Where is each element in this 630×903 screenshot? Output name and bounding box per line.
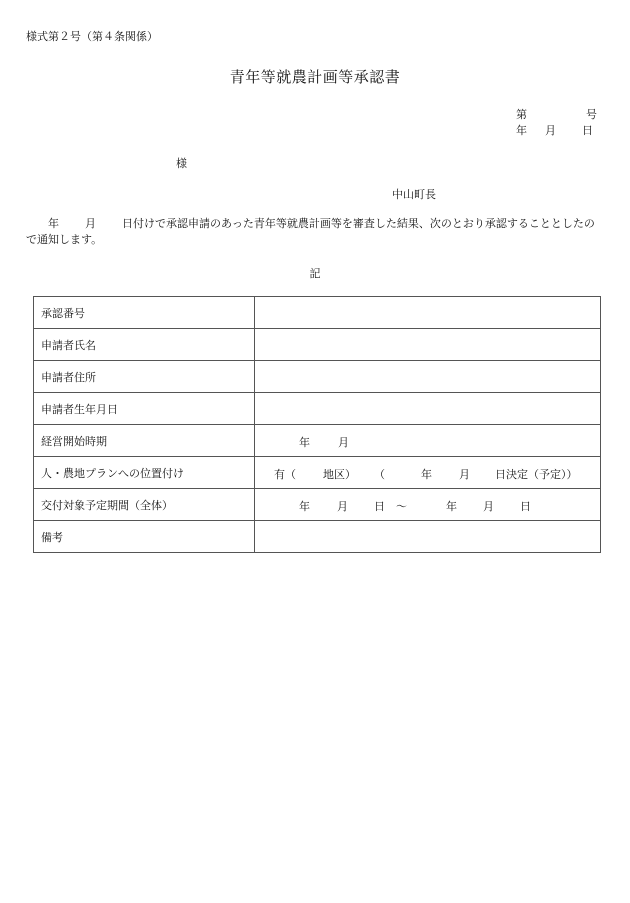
plan-positioning-suffix: 日決定（予定）） bbox=[495, 468, 578, 481]
grant-period-end-month: 月 bbox=[483, 500, 494, 513]
plan-positioning-year: 年 bbox=[421, 468, 432, 481]
document-date-day: 日 bbox=[582, 124, 593, 137]
row-value-applicant-address bbox=[255, 361, 601, 393]
row-label-plan-positioning: 人・農地プランへの位置付け bbox=[34, 457, 255, 489]
table-row bbox=[34, 489, 601, 521]
row-label-applicant-name: 申請者氏名 bbox=[34, 329, 255, 361]
row-value-grant-period bbox=[255, 489, 601, 521]
table-row bbox=[34, 361, 601, 393]
body-month: 月 bbox=[85, 217, 96, 230]
grant-period-start-year: 年 bbox=[299, 500, 310, 513]
table-row bbox=[34, 329, 601, 361]
table-row bbox=[34, 393, 601, 425]
plan-positioning-month: 月 bbox=[459, 468, 470, 481]
form-code: 様式第２号（第４条関係） bbox=[26, 30, 158, 43]
row-label-approval-number: 承認番号 bbox=[34, 297, 255, 329]
body-sentence: 日付けで承認申請のあった青年等就農計画等を審査した結果、次のとおり承認することとしたので通知します。 bbox=[26, 217, 595, 246]
document-date-month: 月 bbox=[545, 124, 556, 137]
row-label-grant-period: 交付対象予定期間（全体） bbox=[34, 489, 255, 521]
document-title: 青年等就農計画等承認書 bbox=[229, 68, 401, 86]
row-value-remarks bbox=[255, 521, 601, 553]
grant-period-end-year: 年 bbox=[446, 500, 457, 513]
table-row bbox=[34, 425, 601, 457]
grant-period-tilde: ～ bbox=[396, 500, 407, 513]
row-label-applicant-address: 申請者住所 bbox=[34, 361, 255, 393]
grant-period-start-month: 月 bbox=[337, 500, 348, 513]
body-year: 年 bbox=[48, 217, 59, 230]
row-label-management-start: 経営開始時期 bbox=[34, 425, 255, 457]
table-row bbox=[34, 297, 601, 329]
grant-period-end-day: 日 bbox=[520, 500, 531, 513]
document-number bbox=[516, 106, 597, 122]
row-value-applicant-name bbox=[255, 329, 601, 361]
row-value-management-start bbox=[255, 425, 601, 457]
row-label-remarks: 備考 bbox=[34, 521, 255, 553]
document-date-year: 年 bbox=[516, 124, 527, 137]
document-number-suffix: 号 bbox=[586, 108, 597, 121]
plan-positioning-open: （ bbox=[374, 468, 385, 481]
document-date bbox=[516, 122, 593, 138]
row-value-applicant-birthdate bbox=[255, 393, 601, 425]
management-start-month: 月 bbox=[338, 436, 349, 449]
approval-table bbox=[33, 296, 601, 553]
body-text bbox=[26, 216, 602, 248]
document-number-prefix: 第 bbox=[516, 108, 527, 121]
issuer-name: 中山町長 bbox=[392, 188, 436, 201]
table-row bbox=[34, 457, 601, 489]
row-value-plan-positioning bbox=[255, 457, 601, 489]
plan-positioning-district: 地区） bbox=[323, 468, 356, 481]
management-start-year: 年 bbox=[299, 436, 310, 449]
grant-period-start-day: 日 bbox=[374, 500, 385, 513]
table-row bbox=[34, 521, 601, 553]
addressee-honorific: 様 bbox=[176, 157, 187, 170]
ki-heading: 記 bbox=[309, 267, 321, 280]
row-label-applicant-birthdate: 申請者生年月日 bbox=[34, 393, 255, 425]
plan-positioning-prefix: 有（ bbox=[274, 468, 296, 481]
row-value-approval-number bbox=[255, 297, 601, 329]
